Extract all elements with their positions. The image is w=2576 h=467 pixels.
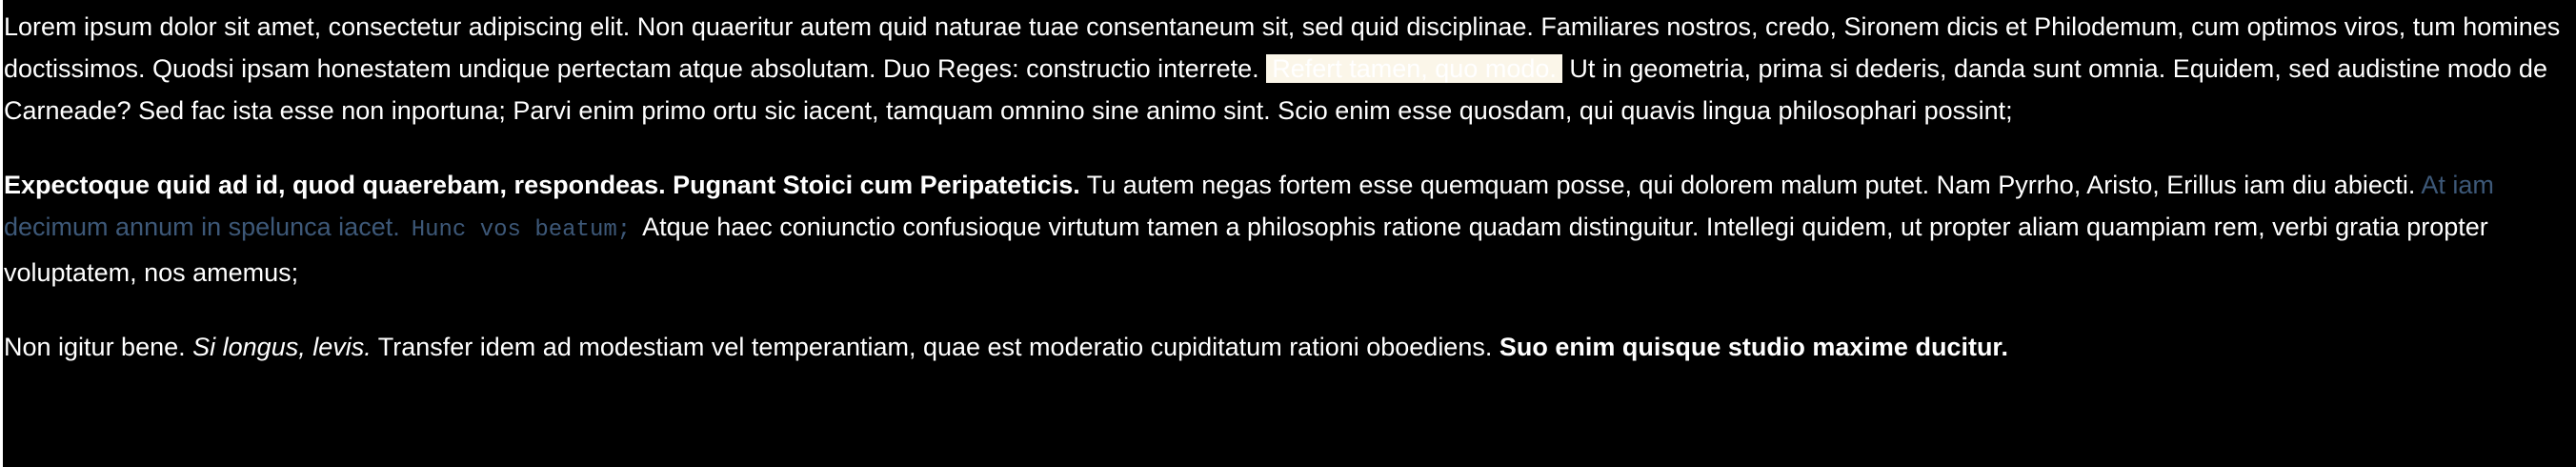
paragraph-3-text-1: Non igitur bene. — [4, 333, 186, 361]
paragraph-3-bold: Suo enim quisque studio maxime ducitur. — [1499, 333, 2008, 361]
paragraph-3-italic: Si longus, levis. — [192, 333, 372, 361]
paragraph-1-text-1: Lorem ipsum dolor sit amet, consectetur adipiscing elit. Non quaeritur autem quid naturae tuae consentaneum sit, sed quid disciplinae. Familiares nostros, credo, Sironem dicis et Philodemum, cum optimos viros, tum homines doctissimos. Quodsi ipsam honestatem undique pertectam atque absolutam. Duo Reges: constructio interrete. — [4, 12, 2561, 83]
paragraph-2-text-2: Atque haec coniunctio confusioque virtutum tamen a philosophis ratione quadam distinguitur. Intellegi quidem, ut propter aliam quampiam rem, verbi gratia propter voluptatem, nos amemus; — [4, 213, 2488, 287]
inline-code: Hunc vos beatum; — [411, 217, 632, 243]
document-body — [4, 6, 2574, 400]
dim-link[interactable]: At iam decimum annum in spelunca iacet. — [4, 171, 2494, 241]
paragraph-3-text-2: Transfer idem ad modestiam vel temperantiam, quae est moderatio cupiditatum rationi oboediens. — [377, 333, 1493, 361]
paragraph-2 — [4, 164, 2574, 294]
left-edge-border — [0, 0, 3, 467]
paragraph-2-bold: Expectoque quid ad id, quod quaerebam, respondeas. Pugnant Stoici cum Peripateticis. — [4, 171, 1080, 199]
paragraph-2-text-1: Tu autem negas fortem esse quemquam posse, qui dolorem malum putet. Nam Pyrrho, Aristo, Erillus iam diu abiecti. — [1086, 171, 2416, 199]
paragraph-1-text-2: Ut in geometria, prima si dederis, danda sunt omnia. Equidem, sed audistine modo de Carneade? Sed fac ista esse non inportuna; Parvi enim primo ortu sic iacent, tamquam omnino sine animo sint. Scio enim esse quosdam, qui quavis lingua philosophari possint; — [4, 54, 2547, 125]
highlighted-text: Refert tamen, quo modo. — [1266, 54, 1562, 83]
paragraph-1 — [4, 6, 2574, 132]
paragraph-3 — [4, 326, 2574, 368]
